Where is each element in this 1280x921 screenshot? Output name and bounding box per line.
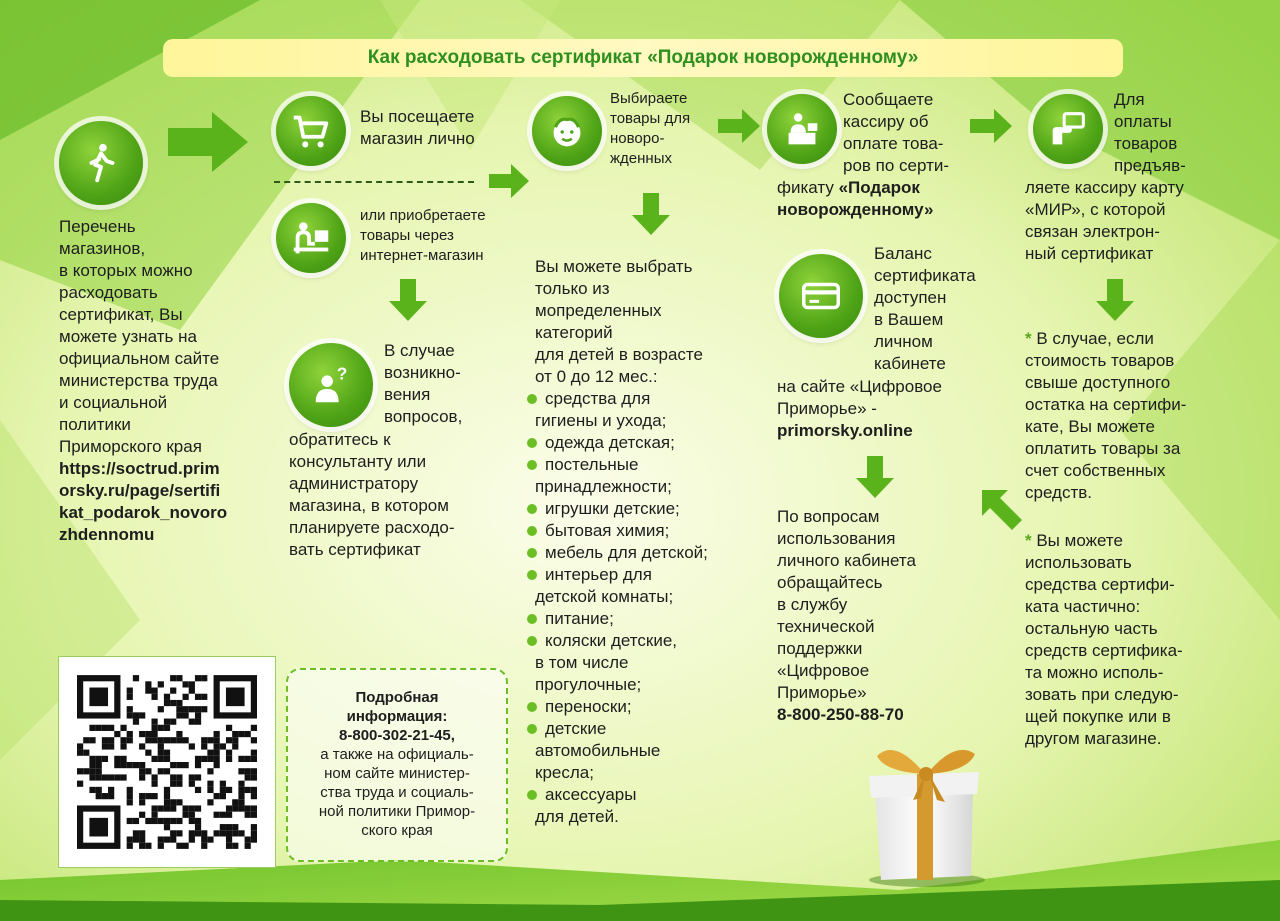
list-item: питание; bbox=[525, 608, 765, 630]
arrow-right-small-icon bbox=[970, 109, 1012, 143]
site-link[interactable]: primorsky.online bbox=[777, 421, 913, 440]
qr-code-box bbox=[58, 656, 276, 868]
note-overpay: * В случае, если стоимость товаров свыше доступного остатка на сертифи- кате, Вы можете оплатить товары за счет собственных средств. bbox=[1025, 329, 1187, 502]
walking-person-icon bbox=[59, 121, 143, 205]
arrow-up-left-icon bbox=[982, 490, 1022, 530]
person-question-icon bbox=[289, 343, 373, 427]
shopping-cart-icon bbox=[276, 96, 346, 166]
balance-text: на сайте «Цифровое Приморье» - primorsky.online bbox=[777, 376, 997, 442]
cashier-text-indented: Сообщаете кассиру об оплате това- ров по серти- bbox=[843, 90, 950, 175]
support-text: По вопросам использования личного кабинета обращайтесь в службу технической поддержки «Цифровое Приморье» 8-800-250-88-70 bbox=[777, 506, 997, 726]
list-item: постельные bbox=[525, 454, 765, 476]
info-box bbox=[286, 668, 508, 862]
gift-box-icon bbox=[855, 738, 995, 888]
info-phone[interactable]: 8-800-302-21-45, bbox=[339, 727, 455, 744]
list-item: мебель для детской; bbox=[525, 542, 765, 564]
arrow-down-icon bbox=[1096, 279, 1134, 321]
arrow-right-small-icon bbox=[489, 164, 529, 198]
person-at-computer-icon bbox=[276, 203, 346, 273]
page-title: Как расходовать сертификат «Подарок новорожденному» bbox=[367, 47, 919, 68]
info-text: Подробная информация: 8-800-302-21-45, а также на официаль- ном сайте министер- ства труда и социаль- ной политики Примор- ского края bbox=[294, 688, 500, 840]
choose-goods-text: Выбираете товары для новоро- жденных bbox=[610, 90, 691, 167]
list-item: детские bbox=[525, 718, 765, 740]
arrow-right-icon bbox=[168, 112, 248, 172]
cashier-icon bbox=[767, 94, 837, 164]
list-item: переноски; bbox=[525, 696, 765, 718]
balance-text-indented: Баланс сертификата доступен в Вашем личном кабинете bbox=[874, 244, 976, 373]
questions-text: обратитесь к консультанту или администратору магазина, в котором планируете расходо- вать сертификат bbox=[289, 430, 455, 559]
note-partial: * Вы можете использовать средства сертифи- ката частично: остальную часть средств сертифика- та можно исполь- зовать при следую- щей покупке или в другом магазине. bbox=[1025, 531, 1183, 748]
list-item: коляски детские, bbox=[525, 630, 765, 652]
list-item: интерьер для bbox=[525, 564, 765, 586]
svg-text:?: ? bbox=[336, 363, 348, 384]
online-shop-text: или приобретаете товары через интернет-магазин bbox=[360, 207, 486, 264]
ministry-link[interactable]: https://soctrud.prim orsky.ru/page/sertifi kat_podarok_novoro zhdennomu bbox=[59, 459, 228, 544]
qr-code-icon[interactable] bbox=[77, 675, 257, 849]
arrow-down-icon bbox=[856, 456, 894, 498]
questions-text-indented: В случае возникно- вения вопросов, bbox=[384, 341, 463, 426]
child-face-icon bbox=[532, 96, 602, 166]
support-phone[interactable]: 8-800-250-88-70 bbox=[777, 705, 904, 724]
list-item: бытовая химия; bbox=[525, 520, 765, 542]
categories-intro: Вы можете выбрать только из мопределенных категорий для детей в возрасте от 0 до 12 мес.: bbox=[535, 257, 703, 386]
hand-card-icon bbox=[1033, 94, 1103, 164]
arrow-down-icon bbox=[632, 193, 670, 235]
title-bar bbox=[163, 39, 1123, 77]
shop-list-text: Перечень магазинов, в которых можно расходовать сертификат, Вы можете узнать на официальном сайте министерства труда и социальной политики Приморского края https://soctrud.prim orsky.ru/page/sertifi kat_podarok_novoro zhdennomu bbox=[59, 216, 269, 546]
cashier-text: фикату «Подарок новорожденному» bbox=[777, 178, 934, 219]
bank-card-icon bbox=[779, 254, 863, 338]
list-item: средства для bbox=[525, 388, 765, 410]
list-item: аксессуары bbox=[525, 784, 765, 806]
arrow-right-small-icon bbox=[718, 109, 760, 143]
arrow-down-icon bbox=[389, 279, 427, 321]
pay-card-text: ляете кассиру карту «МИР», с которой связан электрон- ный сертификат bbox=[1025, 178, 1184, 263]
visit-shop-text: Вы посещаете магазин лично bbox=[360, 107, 475, 148]
list-item: одежда детская; bbox=[525, 432, 765, 454]
pay-card-text-indented: Для оплаты товаров предъяв- bbox=[1114, 90, 1186, 175]
divider bbox=[274, 181, 474, 183]
list-item: игрушки детские; bbox=[525, 498, 765, 520]
categories-list: средства для гигиены и ухода; одежда детская; постельные принадлежности; игрушки детские; бытовая химия; мебель для детской; интерьер для детской комнаты; питание; коляски детские, в том числе прогулочные; переноски; детские автомобильные кресла; аксессуары для детей. bbox=[525, 388, 765, 828]
